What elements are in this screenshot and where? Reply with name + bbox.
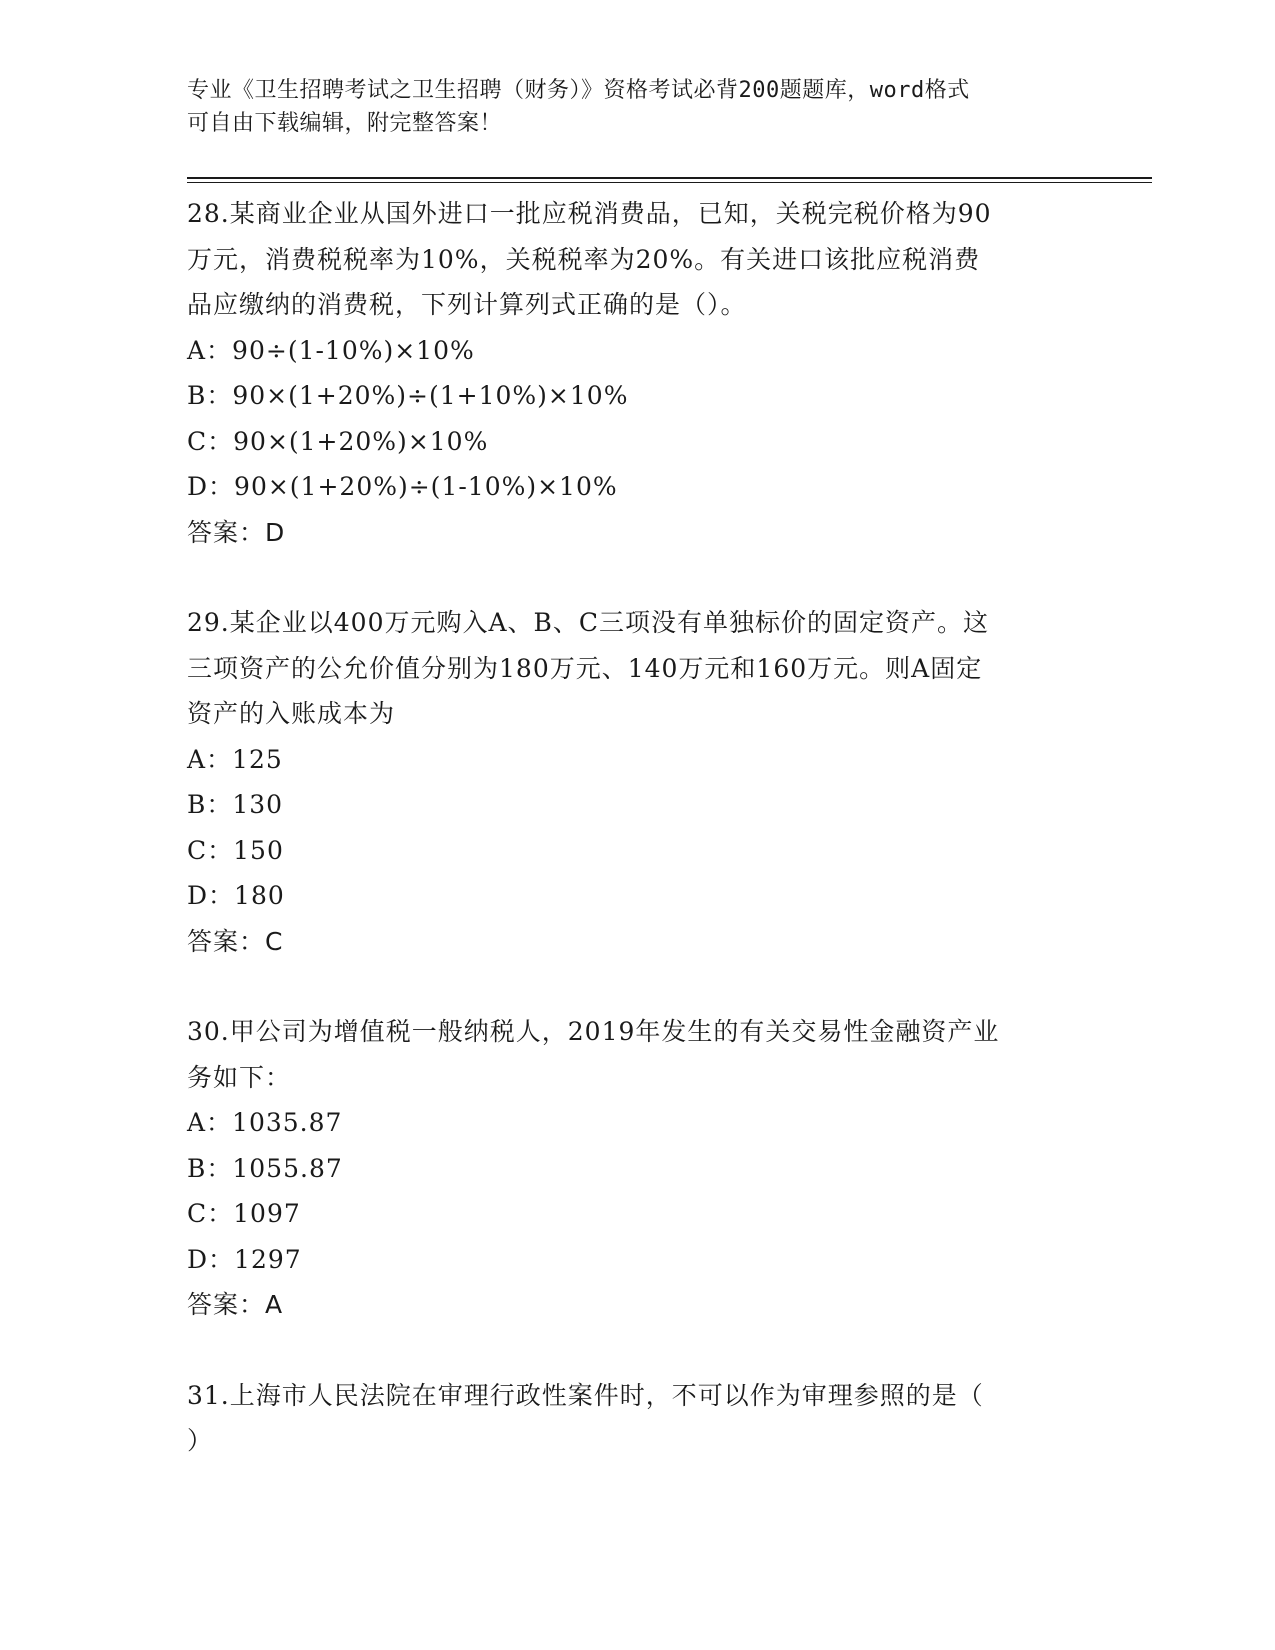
question-text-line: 资产的入账成本为 — [187, 699, 396, 728]
question-list — [187, 191, 1087, 1464]
option-d: D：1297 — [187, 1244, 302, 1274]
option-a: A：125 — [187, 744, 283, 774]
question-text-line: 三项资产的公允价值分别为180万元、140万元和160万元。则A固定 — [187, 653, 983, 683]
question-31 — [187, 1373, 1087, 1464]
header-divider-thick — [187, 177, 1152, 179]
question-text-line: 31.上海市人民法院在审理行政性案件时，不可以作为审理参照的是（ — [187, 1380, 984, 1410]
question-text-line: 28.某商业企业从国外进口一批应税消费品，已知，关税完税价格为90 — [187, 199, 992, 228]
answer-line: 答案：A — [187, 1290, 284, 1319]
option-b: B：1055.87 — [187, 1153, 343, 1183]
question-text-line: 30.甲公司为增值税一般纳税人，2019年发生的有关交易性金融资产业 — [187, 1017, 1000, 1046]
document-header — [187, 74, 1087, 140]
option-b: B：130 — [187, 790, 284, 819]
question-30 — [187, 1009, 1087, 1328]
option-c: C：1097 — [187, 1199, 301, 1228]
option-c: C：90×(1+20%)×10% — [187, 426, 489, 456]
header-line: 可自由下载编辑，附完整答案！ — [187, 111, 503, 136]
header-line: 专业《卫生招聘考试之卫生招聘（财务）》资格考试必背200题题库，word格式 — [187, 78, 970, 103]
question-text-line: 29.某企业以400万元购入A、B、C三项没有单独标价的固定资产。这 — [187, 608, 990, 637]
option-b: B：90×(1+20%)÷(1+10%)×10% — [187, 381, 629, 410]
answer-line: 答案：D — [187, 517, 286, 547]
question-text-line: 万元，消费税税率为10%，关税税率为20%。有关进口该批应税消费 — [187, 244, 981, 274]
header-divider-thin — [187, 182, 1152, 183]
question-29 — [187, 600, 1087, 964]
option-a: A：1035.87 — [187, 1108, 343, 1137]
question-28 — [187, 191, 1087, 555]
question-spacer — [187, 964, 1087, 1009]
question-text-line: 务如下： — [187, 1062, 292, 1092]
question-text-line: ） — [187, 1426, 214, 1455]
option-d: D：90×(1+20%)÷(1-10%)×10% — [187, 472, 618, 501]
question-text-line: 品应缴纳的消费税，下列计算列式正确的是（）。 — [187, 290, 747, 319]
option-a: A：90÷(1-10%)×10% — [187, 335, 475, 365]
option-d: D：180 — [187, 881, 285, 910]
answer-line: 答案：C — [187, 926, 284, 956]
question-spacer — [187, 555, 1087, 600]
option-c: C：150 — [187, 835, 284, 865]
question-spacer — [187, 1328, 1087, 1373]
